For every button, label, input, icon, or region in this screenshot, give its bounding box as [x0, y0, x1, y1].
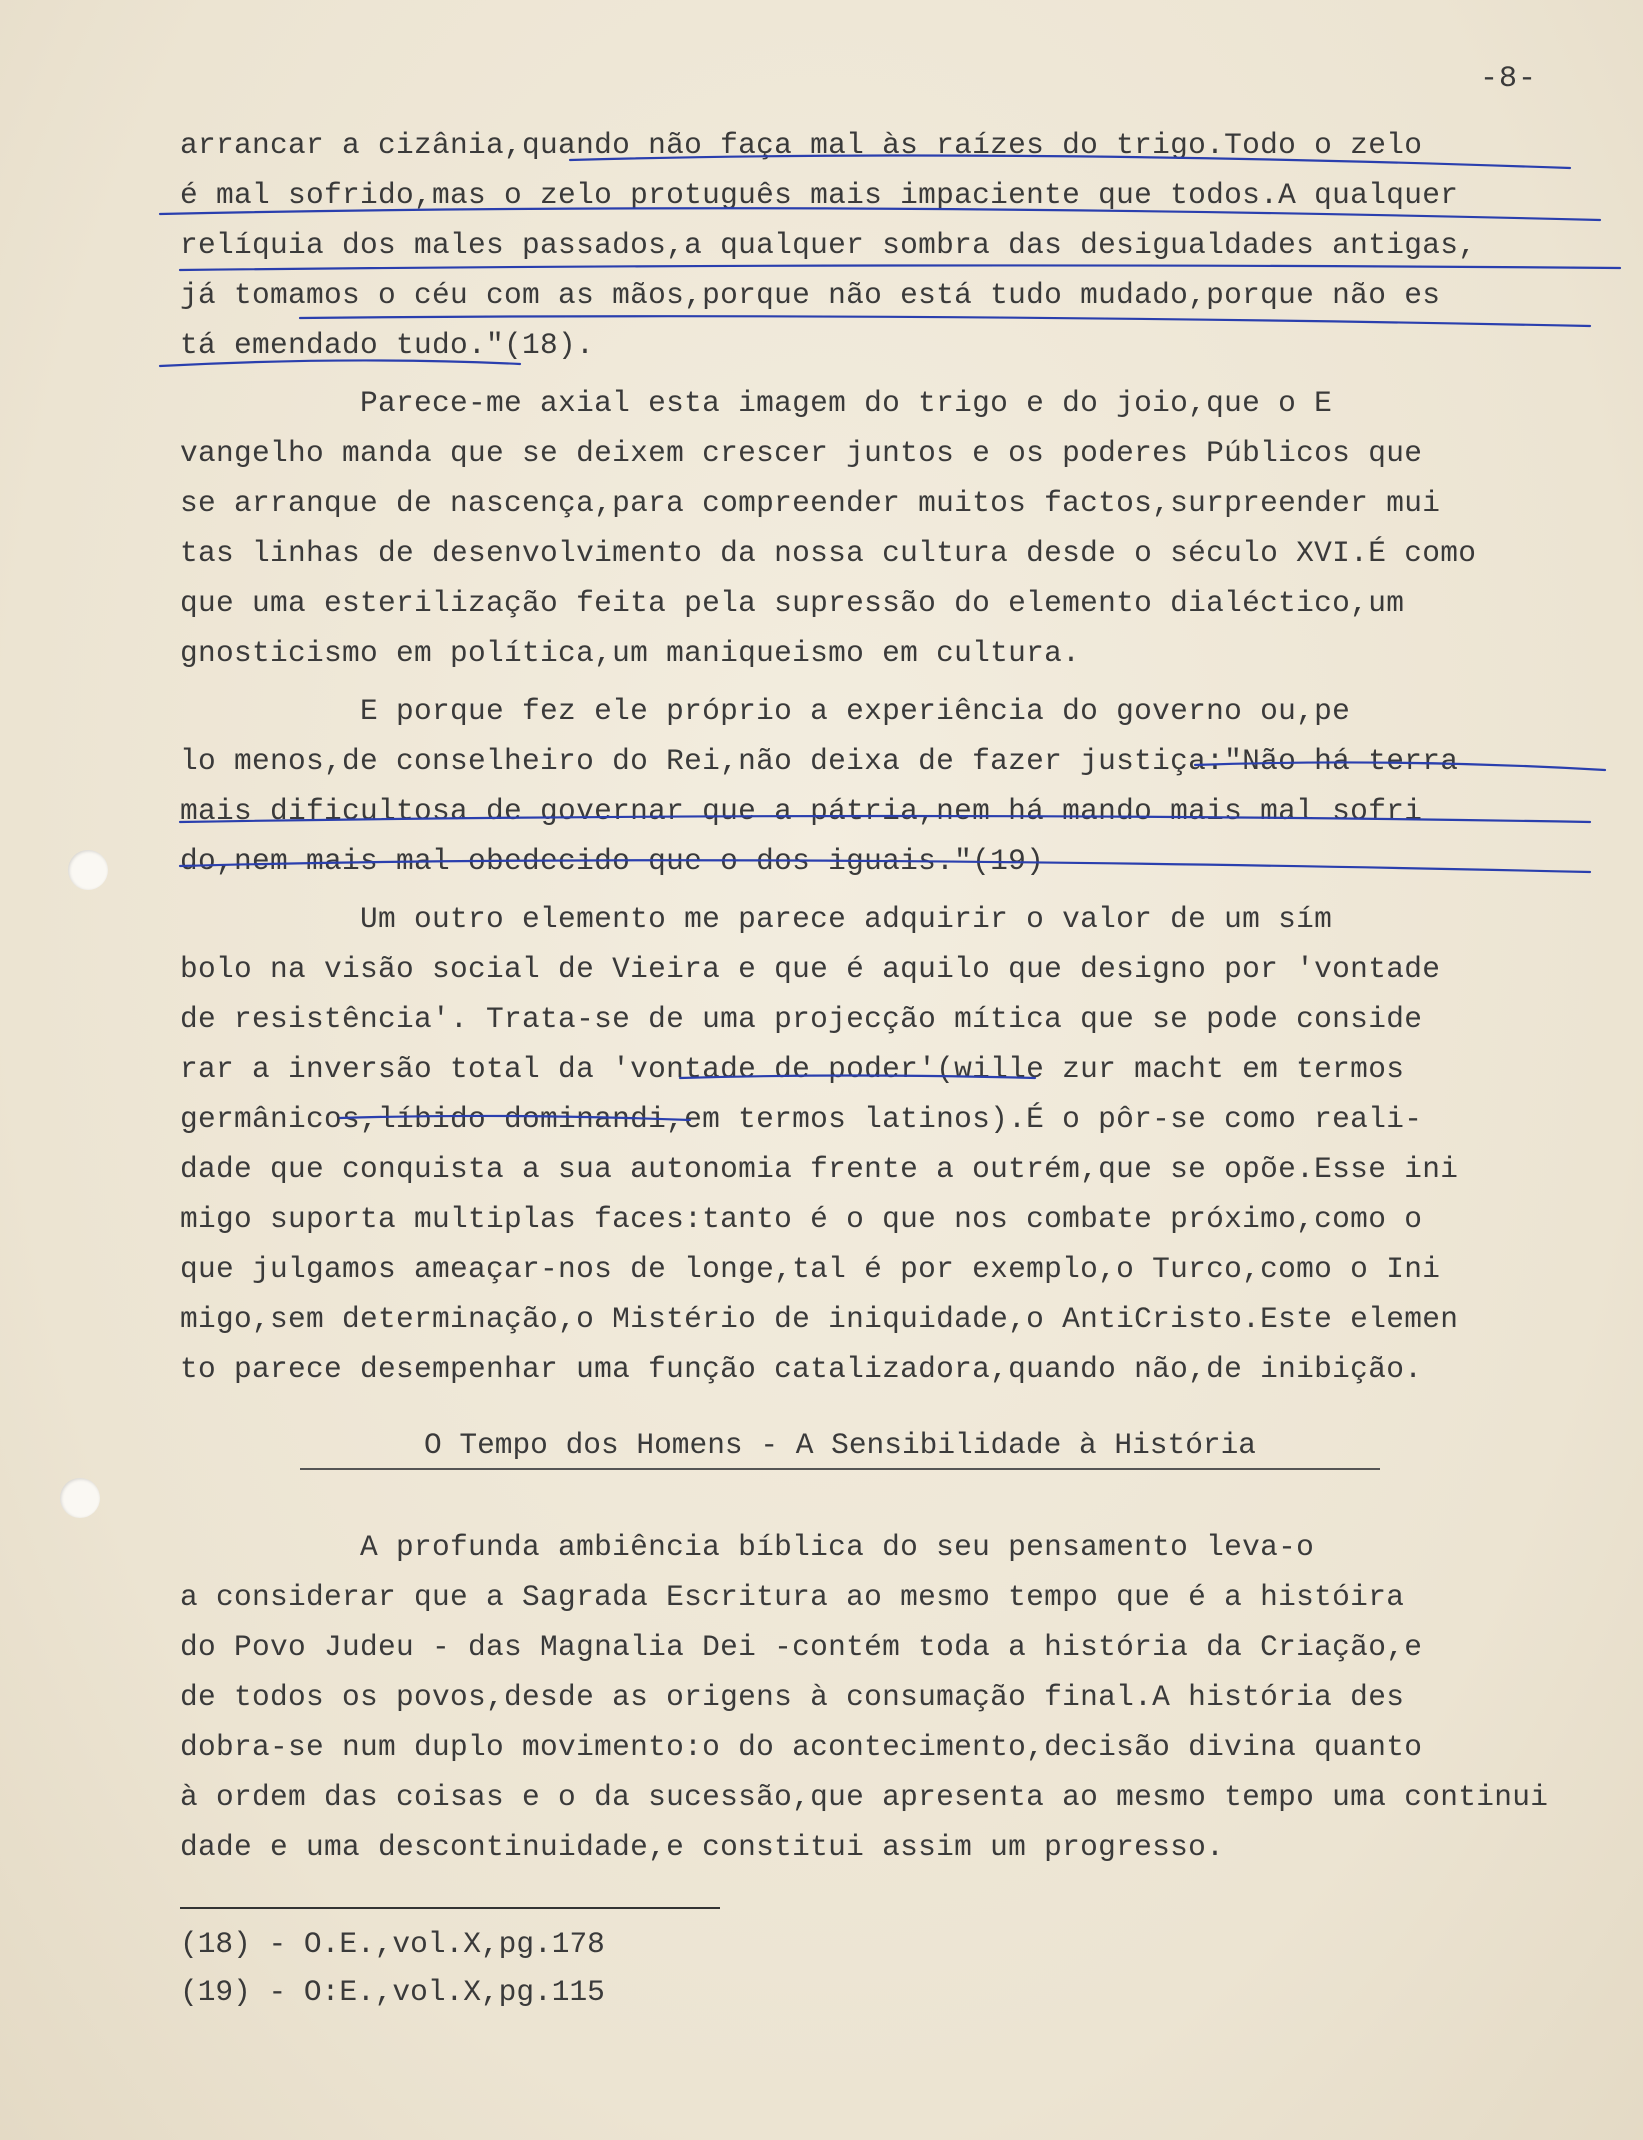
text-line: tas linhas de desenvolvimento da nossa cultura desde o século XVI.É como [180, 536, 1477, 570]
text-line: dade e uma descontinuidade,e constitui assim um progresso. [180, 1830, 1225, 1864]
punch-hole-bottom [60, 1478, 100, 1518]
footnote-rule [180, 1907, 720, 1909]
text-line: vangelho manda que se deixem crescer juntos e os poderes Públicos que [180, 436, 1423, 470]
body-text-top [180, 120, 1610, 1394]
text-line: migo,sem determinação,o Mistério de iniquidade,o AntiCristo.Este elemen [180, 1302, 1459, 1336]
text-line: já tomamos o céu com as mãos,porque não está tudo mudado,porque não es [180, 278, 1441, 312]
text-line: lo menos,de conselheiro do Rei,não deixa de fazer justiça:"Não há terra [180, 744, 1459, 778]
text-line: Um outro elemento me parece adquirir o valor de um sím [180, 902, 1333, 936]
text-line: de todos os povos,desde as origens à consumação final.A história des [180, 1680, 1405, 1714]
text-line: (19) - O:E.,vol.X,pg.115 [180, 1975, 605, 2009]
text-line: bolo na visão social de Vieira e que é aquilo que designo por 'vontade [180, 952, 1441, 986]
text-line: A profunda ambiência bíblica do seu pensamento leva-o [180, 1530, 1315, 1564]
text-line: de resistência'. Trata-se de uma projecção mítica que se pode conside [180, 1002, 1423, 1036]
text-line [180, 886, 1610, 894]
text-line: que uma esterilização feita pela supressão do elemento dialéctico,um [180, 586, 1405, 620]
text-line: dobra-se num duplo movimento:o do acontecimento,decisão divina quanto [180, 1730, 1423, 1764]
text-line: dade que conquista a sua autonomia frente a outrém,que se opõe.Esse ini [180, 1152, 1459, 1186]
text-line: tá emendado tudo."(18). [180, 328, 595, 362]
text-line: do Povo Judeu - das Magnalia Dei -contém toda a história da Criação,e [180, 1630, 1423, 1664]
text-line: migo suporta multiplas faces:tanto é o que nos combate próximo,como o [180, 1202, 1423, 1236]
text-line: arrancar a cizânia,quando não faça mal às raízes do trigo.Todo o zelo [180, 128, 1423, 162]
footnotes [180, 1920, 605, 2016]
page-number: -8- [1480, 62, 1538, 96]
text-line: to parece desempenhar uma função catalizadora,quando não,de inibição. [180, 1352, 1423, 1386]
text-line: que julgamos ameaçar-nos de longe,tal é por exemplo,o Turco,como o Ini [180, 1252, 1441, 1286]
text-line: à ordem das coisas e o da sucessão,que apresenta ao mesmo tempo uma continui [180, 1780, 1549, 1814]
text-line: do,nem mais mal obedecido que o dos iguais."(19) [180, 844, 1045, 878]
text-line: a considerar que a Sagrada Escritura ao mesmo tempo que é a históira [180, 1580, 1405, 1614]
text-line: relíquia dos males passados,a qualquer sombra das desigualdades antigas, [180, 228, 1477, 262]
text-line: Parece-me axial esta imagem do trigo e do joio,que o E [180, 386, 1333, 420]
text-line [180, 678, 1610, 686]
text-line: mais dificultosa de governar que a pátria,nem há mando mais mal sofri [180, 794, 1423, 828]
text-line: é mal sofrido,mas o zelo protuguês mais impaciente que todos.A qualquer [180, 178, 1459, 212]
punch-hole-top [68, 850, 108, 890]
body-text-bottom [180, 1522, 1610, 1872]
text-line: gnosticismo em política,um maniqueismo em cultura. [180, 636, 1081, 670]
text-line: (18) - O.E.,vol.X,pg.178 [180, 1927, 605, 1961]
text-line: se arranque de nascença,para compreender muitos factos,surpreender mui [180, 486, 1441, 520]
text-line: E porque fez ele próprio a experiência do governo ou,pe [180, 694, 1351, 728]
section-heading: O Tempo dos Homens - A Sensibilidade à História [300, 1422, 1380, 1470]
text-line: rar a inversão total da 'vontade de poder'(wille zur macht em termos [180, 1052, 1405, 1086]
text-line: germânicos,líbido dominandi,em termos latinos).É o pôr-se como reali- [180, 1102, 1423, 1136]
text-line [180, 370, 1610, 378]
